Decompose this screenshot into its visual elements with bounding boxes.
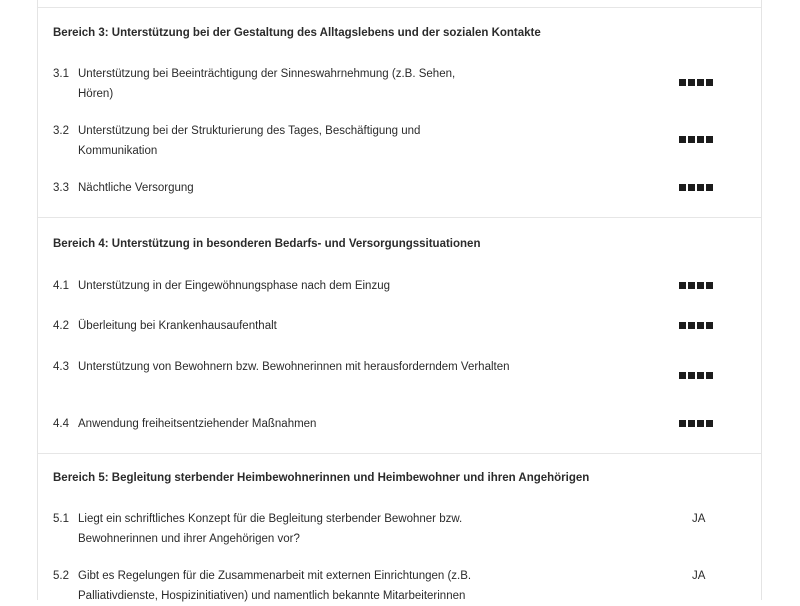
rating-square	[688, 372, 695, 379]
rating-square	[706, 322, 713, 329]
criterion-number: 5.2	[53, 570, 69, 582]
criterion-number: 4.4	[53, 418, 69, 430]
criterion-text: Liegt ein schriftliches Konzept für die Begleitung sterbender Bewohner bzw. Bewohnerinnen und ihrer Angehörigen vor?	[78, 513, 463, 545]
rating-square	[697, 136, 704, 143]
divider	[38, 217, 761, 218]
rating-square	[688, 322, 695, 329]
rating-square	[697, 184, 704, 191]
rating-square	[706, 184, 713, 191]
rating-squares	[679, 322, 713, 329]
answer-value: JA	[692, 570, 706, 582]
quality-report-card	[37, 0, 762, 600]
rating-square	[688, 184, 695, 191]
section-title-4: Bereich 4: Unterstützung in besonderen Bedarfs- und Versorgungssituationen	[53, 238, 481, 250]
rating-square	[679, 184, 686, 191]
criterion-number: 4.1	[53, 280, 69, 292]
rating-square	[697, 372, 704, 379]
rating-square	[706, 372, 713, 379]
criterion-number: 5.1	[53, 513, 69, 525]
criterion-text: Unterstützung von Bewohnern bzw. Bewohnerinnen mit herausforderndem Verhalten	[78, 361, 510, 373]
rating-square	[679, 136, 686, 143]
rating-square	[688, 136, 695, 143]
rating-squares	[679, 136, 713, 143]
section-title-5: Bereich 5: Begleitung sterbender Heimbewohnerinnen und Heimbewohner und ihren Angehörigen	[53, 472, 590, 484]
criterion-text: Unterstützung bei Beeinträchtigung der Sinneswahrnehmung (z.B. Sehen, Hören)	[78, 68, 456, 100]
rating-square	[688, 79, 695, 86]
rating-squares	[679, 282, 713, 289]
rating-square	[679, 322, 686, 329]
criterion-text: Nächtliche Versorgung	[78, 182, 194, 194]
criterion-text: Gibt es Regelungen für die Zusammenarbeit mit externen Einrichtungen (z.B. Palliativdienste, Hospizinitiativen) und namentlich bekannte Mitarbeiterinnen	[78, 570, 472, 602]
rating-square	[679, 372, 686, 379]
section-title-3: Bereich 3: Unterstützung bei der Gestaltung des Alltagslebens und der sozialen Kontakte	[53, 27, 541, 39]
criterion-number: 3.1	[53, 68, 69, 80]
rating-square	[679, 79, 686, 86]
rating-square	[679, 282, 686, 289]
criterion-text: Anwendung freiheitsentziehender Maßnahmen	[78, 418, 317, 430]
divider	[38, 453, 761, 454]
divider	[38, 7, 761, 8]
criterion-text: Unterstützung bei der Strukturierung des Tages, Beschäftigung und Kommunikation	[78, 125, 421, 157]
criterion-text: Überleitung bei Krankenhausaufenthalt	[78, 320, 277, 332]
criterion-number: 4.3	[53, 361, 69, 373]
rating-square	[697, 420, 704, 427]
rating-square	[706, 420, 713, 427]
rating-square	[697, 322, 704, 329]
criterion-number: 3.2	[53, 125, 69, 137]
rating-squares	[679, 372, 713, 379]
rating-squares	[679, 420, 713, 427]
rating-square	[697, 79, 704, 86]
rating-square	[679, 420, 686, 427]
criterion-text: Unterstützung in der Eingewöhnungsphase nach dem Einzug	[78, 280, 390, 292]
rating-square	[706, 282, 713, 289]
rating-squares	[679, 79, 713, 86]
rating-square	[688, 282, 695, 289]
rating-square	[697, 282, 704, 289]
criterion-number: 4.2	[53, 320, 69, 332]
rating-squares	[679, 184, 713, 191]
criterion-number: 3.3	[53, 182, 69, 194]
rating-square	[706, 136, 713, 143]
rating-square	[688, 420, 695, 427]
rating-square	[706, 79, 713, 86]
answer-value: JA	[692, 513, 706, 525]
